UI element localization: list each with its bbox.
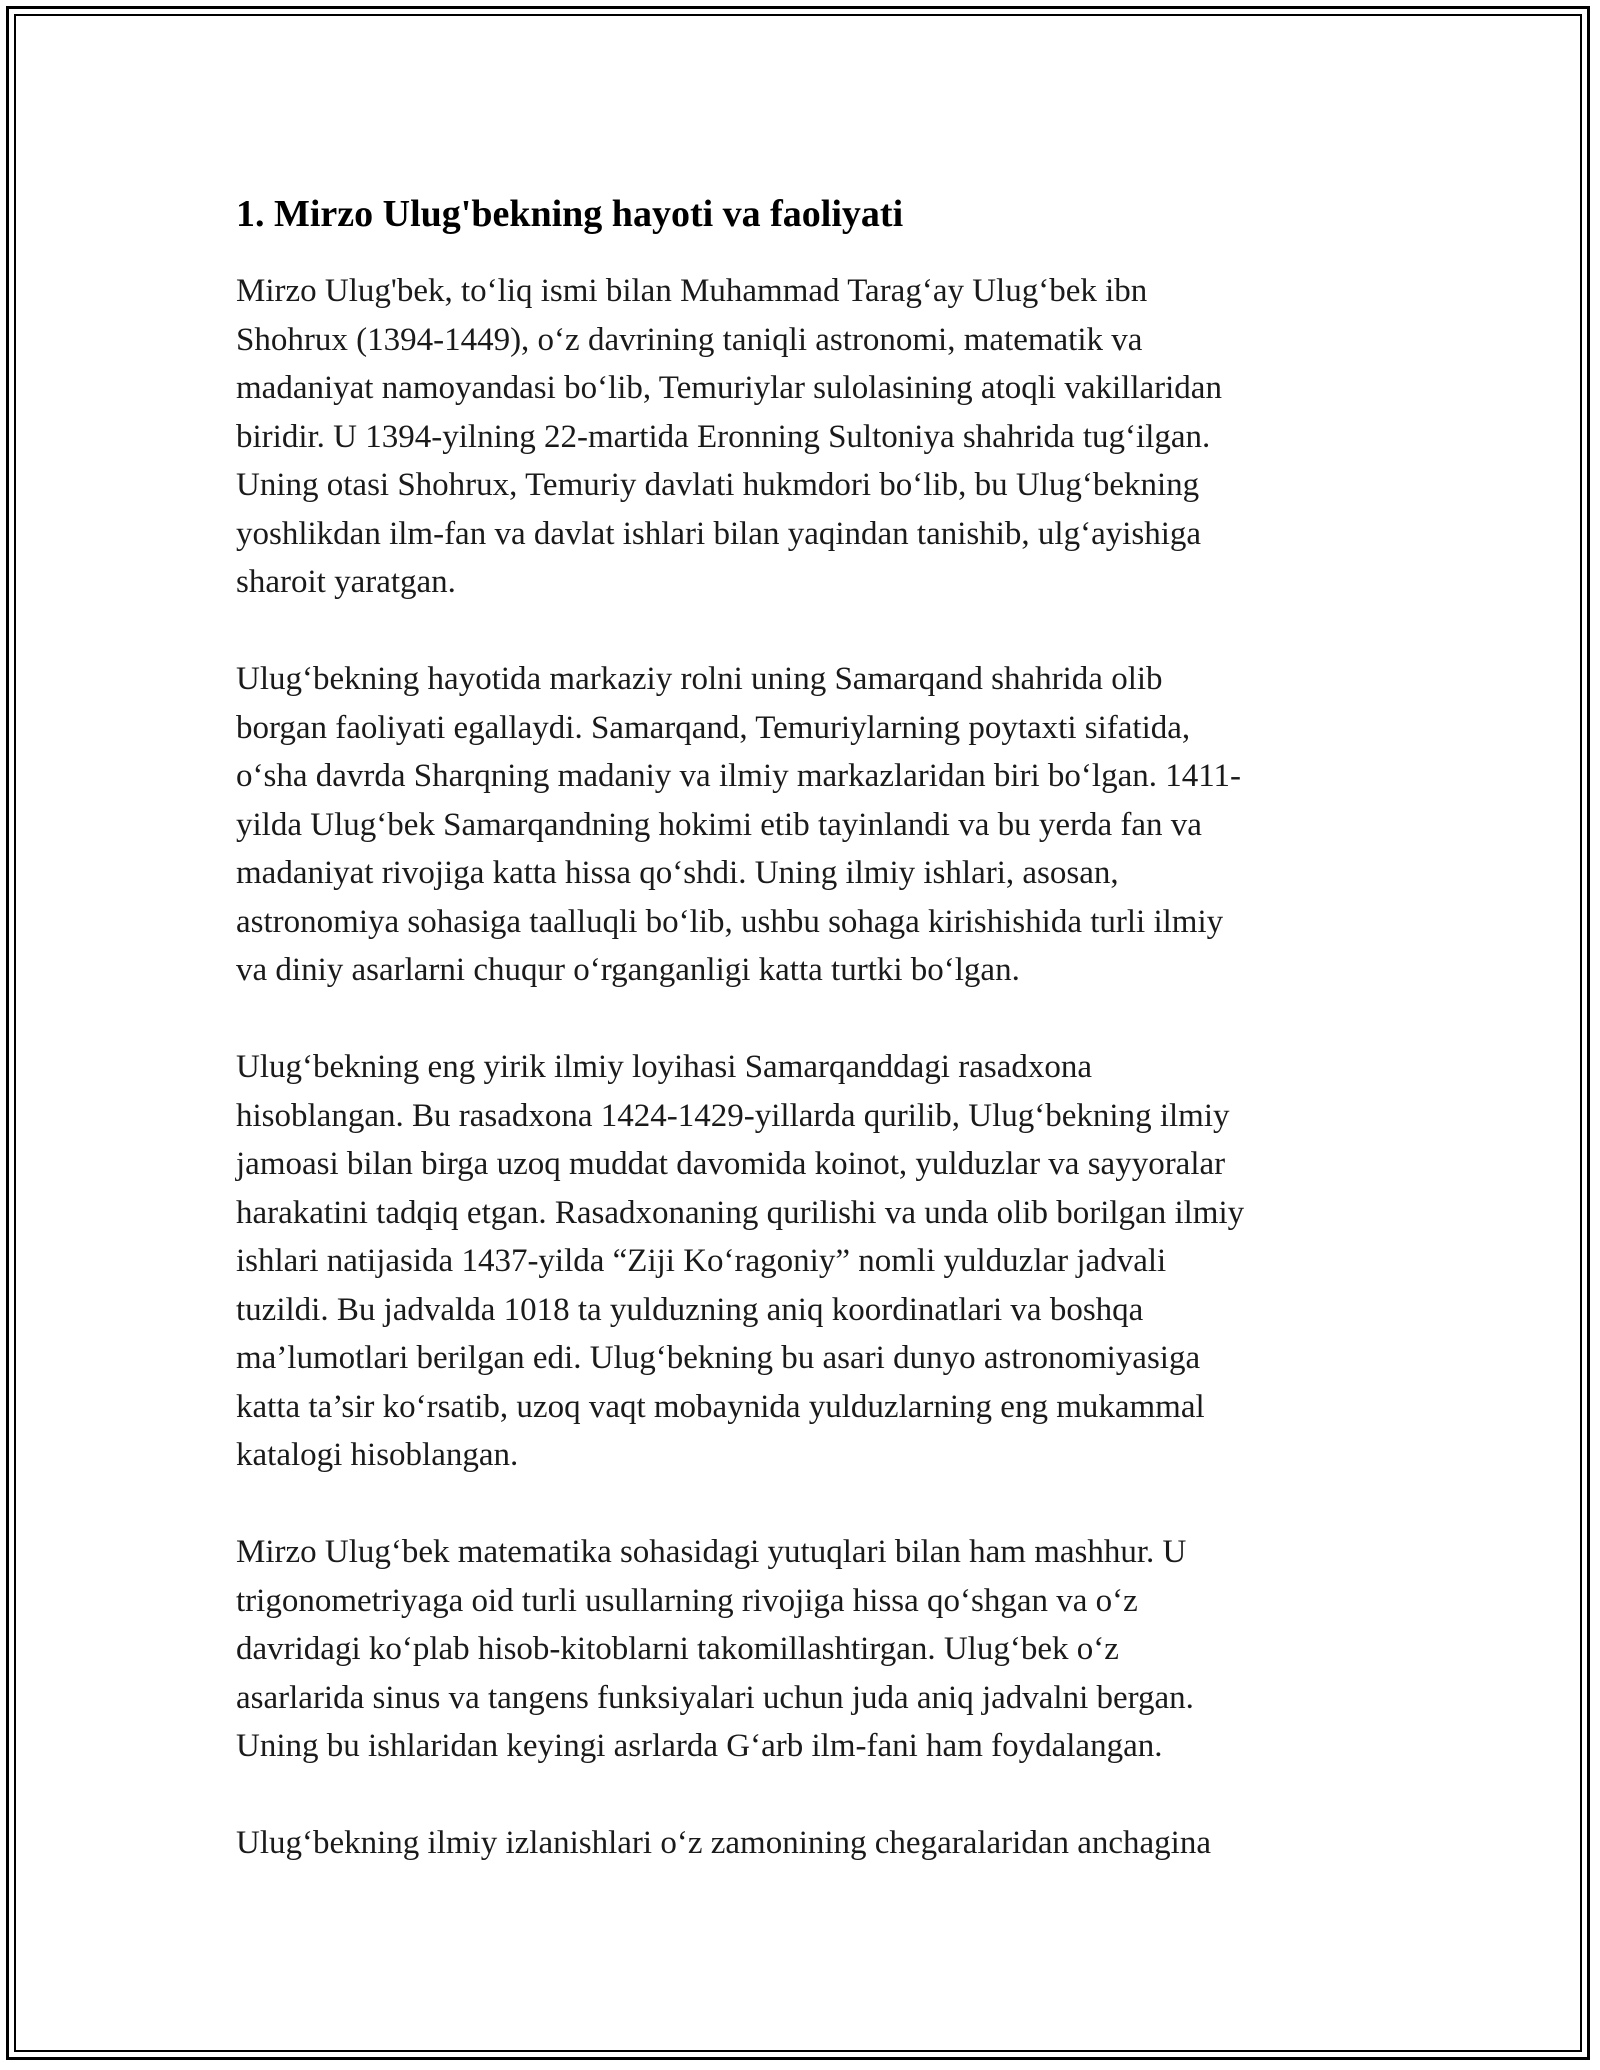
text-line: harakatini tadqiq etgan. Rasadxonaning qurilishi va unda olib borilgan ilmiy [236, 1194, 1245, 1231]
text-line: asarlarida sinus va tangens funksiyalari uchun juda aniq jadvalni bergan. [236, 1679, 1194, 1716]
text-line: astronomiya sohasiga taalluqli bo‘lib, ushbu sohaga kirishishida turli ilmiy [236, 903, 1224, 940]
text-line: va diniy asarlarni chuqur o‘rganganligi katta turtki bo‘lgan. [236, 952, 1020, 988]
text-line: Shohrux (1394-1449), o‘z davrining taniqli astronomi, matematik va [236, 321, 1143, 358]
text-line: tuzildi. Bu jadvalda 1018 ta yulduzning aniq koordinatlari va boshqa [236, 1291, 1144, 1328]
text-line: Ulug‘bekning hayotida markaziy rolni uning Samarqand shahrida olib [236, 661, 1163, 697]
text-line: davridagi ko‘plab hisob-kitoblarni takomillashtirgan. Ulug‘bek o‘z [236, 1631, 1119, 1667]
paragraph-2 [236, 655, 1366, 995]
text-line: trigonometriyaga oid turli usullarning rivojiga hissa qo‘shgan va o‘z [236, 1582, 1138, 1619]
text-line: Ulug‘bekning eng yirik ilmiy loyihasi Samarqanddagi rasadxona [236, 1049, 1092, 1085]
text-line: madaniyat rivojiga katta hissa qo‘shdi. Uning ilmiy ishlari, asosan, [236, 855, 1119, 891]
text-line: katalogi hisoblangan. [236, 1437, 519, 1473]
text-line: ishlari natijasida 1437-yilda “Ziji Ko‘ragoniy” nomli yulduzlar jadvali [236, 1243, 1167, 1279]
text-line: biridir. U 1394-yilning 22-martida Eronning Sultoniya shahrida tug‘ilgan. [236, 418, 1211, 455]
text-line: hisoblangan. Bu rasadxona 1424-1429-yillarda qurilib, Ulug‘bekning ilmiy [236, 1097, 1230, 1134]
paragraph-3 [236, 1043, 1366, 1480]
text-line: Mirzo Ulug‘bek matematika sohasidagi yutuqlari bilan ham mashhur. U [236, 1534, 1187, 1570]
text-line: yoshlikdan ilm-fan va davlat ishlari bilan yaqindan tanishib, ulg‘ayishiga [236, 515, 1202, 552]
paragraph-4 [236, 1528, 1366, 1771]
text-line: Uning bu ishlaridan keyingi asrlarda G‘arb ilm-fani ham foydalangan. [236, 1728, 1163, 1764]
text-line: o‘sha davrda Sharqning madaniy va ilmiy markazlaridan biri bo‘lgan. 1411- [236, 758, 1241, 794]
text-line: jamoasi bilan birga uzoq muddat davomida koinot, yulduzlar va sayyoralar [236, 1146, 1226, 1182]
text-line: yilda Ulug‘bek Samarqandning hokimi etib tayinlandi va bu yerda fan va [236, 806, 1202, 843]
text-line: Uning otasi Shohrux, Temuriy davlati hukmdori bo‘lib, bu Ulug‘bekning [236, 467, 1200, 503]
text-line: Ulug‘bekning ilmiy izlanishlari o‘z zamonining chegaralaridan anchagina [236, 1825, 1211, 1861]
paragraph-1 [236, 267, 1366, 607]
document-body [236, 185, 1366, 1916]
text-line: katta ta’sir ko‘rsatib, uzoq vaqt mobaynida yulduzlarning eng mukammal [236, 1388, 1205, 1425]
text-line: Mirzo Ulug'bek, to‘liq ismi bilan Muhammad Tarag‘ay Ulug‘bek ibn [236, 273, 1148, 309]
text-line: borgan faoliyati egallaydi. Samarqand, Temuriylarning poytaxti sifatida, [236, 709, 1191, 746]
text-line: madaniyat namoyandasi bo‘lib, Temuriylar sulolasining atoqli vakillaridan [236, 370, 1222, 406]
text-line: sharoit yaratgan. [236, 564, 456, 600]
text-line: ma’lumotlari berilgan edi. Ulug‘bekning bu asari dunyo astronomiyasiga [236, 1340, 1201, 1376]
paragraph-5 [236, 1819, 1366, 1868]
section-heading: 1. Mirzo Ulug'bekning hayoti va faoliyati [236, 193, 904, 235]
